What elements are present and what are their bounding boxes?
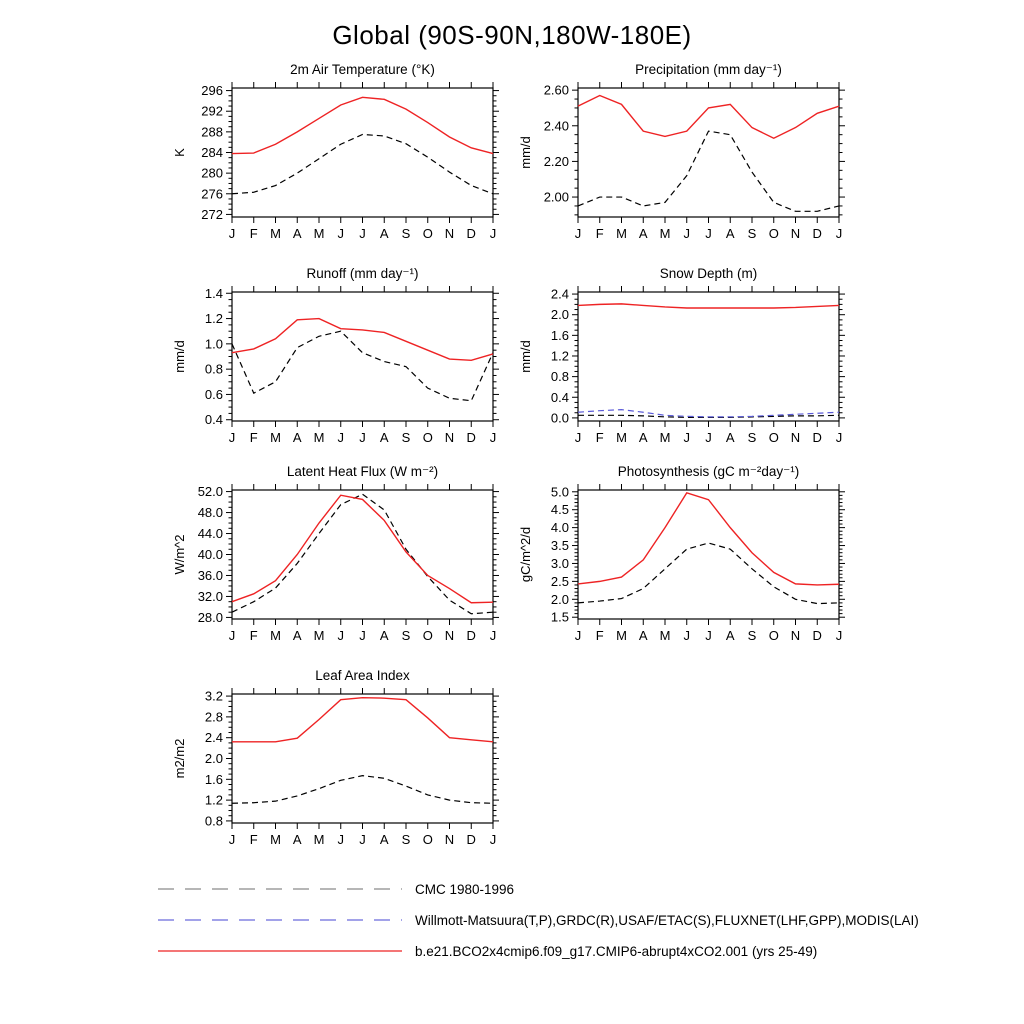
chart-title-latent-heat-flux: Latent Heat Flux (W m⁻²) xyxy=(286,464,439,479)
legend-entry-model xyxy=(157,943,817,959)
plot-frame xyxy=(232,88,493,217)
legend-entry-cmc xyxy=(157,881,514,897)
x-tick-label: J xyxy=(574,628,582,643)
x-tick-label: D xyxy=(812,430,822,445)
y-tick-label: 280 xyxy=(201,165,223,181)
chart-title-precipitation: Precipitation (mm day⁻¹) xyxy=(635,62,782,77)
x-tick-label: A xyxy=(292,628,302,643)
y-tick-label: 0.6 xyxy=(204,386,223,402)
x-tick-label: N xyxy=(790,226,801,241)
x-tick-label: M xyxy=(270,832,281,847)
chart-latent-heat-flux xyxy=(160,460,500,654)
y-tick-label: 2.0 xyxy=(550,591,569,607)
x-tick-label: F xyxy=(595,430,604,445)
y-tick-label: 2.60 xyxy=(543,82,569,98)
y-tick-label: 284 xyxy=(201,145,223,160)
y-tick-label: 2.4 xyxy=(204,730,223,746)
series-cmc-obs-line xyxy=(578,543,839,604)
x-tick-label: J xyxy=(705,628,712,643)
series-model-line xyxy=(578,304,839,308)
x-tick-label: M xyxy=(270,628,281,643)
y-tick-label: 3.2 xyxy=(204,688,223,704)
x-tick-label: O xyxy=(422,832,433,847)
x-tick-label: N xyxy=(790,430,801,445)
x-tick-label: A xyxy=(292,226,302,241)
y-tick-label: 36.0 xyxy=(197,567,223,583)
chart-snow-depth xyxy=(506,262,846,456)
x-tick-label: S xyxy=(747,226,757,241)
x-tick-label: J xyxy=(228,832,236,847)
legend-label-cmc: CMC 1980-1996 xyxy=(415,881,515,897)
plot-frame xyxy=(232,490,493,619)
x-tick-label: D xyxy=(812,628,822,643)
chart-photosynthesis xyxy=(506,460,846,654)
x-tick-label: A xyxy=(292,832,302,847)
y-tick-label: 2.00 xyxy=(543,189,569,205)
x-tick-label: D xyxy=(466,226,476,241)
legend-label-willmott: Willmott-Matsuura(T,P),GRDC(R),USAF/ETAC(S),FLUXNET(LHF,GPP),MODIS(LAI) xyxy=(415,912,919,928)
x-tick-label: J xyxy=(683,226,690,241)
x-tick-label: M xyxy=(313,226,325,241)
chart-leaf-area-index xyxy=(160,664,500,858)
y-tick-label: 4.5 xyxy=(550,502,569,518)
y-tick-label: 40.0 xyxy=(197,547,223,562)
y-axis-label: m2/m2 xyxy=(172,738,187,779)
legend-solid-line-red xyxy=(157,948,403,954)
y-tick-label: 32.0 xyxy=(197,588,223,604)
series-cmc-obs-line xyxy=(232,494,493,614)
x-tick-label: J xyxy=(705,226,712,241)
x-tick-label: A xyxy=(638,430,648,445)
y-tick-label: 0.8 xyxy=(204,361,223,377)
x-tick-label: S xyxy=(401,430,411,445)
y-tick-label: 1.2 xyxy=(204,792,223,808)
x-tick-label: A xyxy=(638,628,648,643)
series-model-line xyxy=(232,319,493,361)
series-model-line xyxy=(232,698,493,742)
y-tick-label: 44.0 xyxy=(197,526,223,542)
plot-area-runoff xyxy=(160,284,500,456)
x-tick-label: J xyxy=(337,628,344,643)
x-tick-label: O xyxy=(768,226,779,241)
y-tick-label: 1.5 xyxy=(550,609,569,625)
x-tick-label: A xyxy=(725,628,735,643)
plot-area-photosynthesis xyxy=(506,482,846,654)
x-tick-label: J xyxy=(489,832,497,847)
x-tick-label: F xyxy=(595,226,604,241)
x-tick-label: J xyxy=(835,628,843,643)
main-title: Global (90S-90N,180W-180E) xyxy=(332,20,692,50)
x-tick-label: J xyxy=(489,628,497,643)
x-tick-label: F xyxy=(249,430,258,445)
y-tick-label: 276 xyxy=(201,186,223,202)
y-axis-label: K xyxy=(172,148,187,157)
x-tick-label: O xyxy=(768,628,779,643)
chart-title-air-temperature: 2m Air Temperature (°K) xyxy=(290,62,435,77)
x-tick-label: N xyxy=(444,430,455,445)
y-tick-label: 272 xyxy=(201,206,223,222)
plot-area-precipitation xyxy=(506,80,846,252)
series-cmc-obs-line xyxy=(232,776,493,804)
x-tick-label: J xyxy=(228,430,236,445)
plot-area-latent-heat-flux xyxy=(160,482,500,654)
plot-area-leaf-area-index xyxy=(160,686,500,858)
x-tick-label: N xyxy=(444,832,455,847)
x-tick-label: M xyxy=(659,430,671,445)
y-tick-label: 0.8 xyxy=(550,369,569,385)
chart-title-runoff: Runoff (mm day⁻¹) xyxy=(306,266,419,281)
y-tick-label: 0.4 xyxy=(550,389,569,405)
y-tick-label: 0.8 xyxy=(204,813,223,829)
chart-title-photosynthesis: Photosynthesis (gC m⁻²day⁻¹) xyxy=(617,464,800,479)
x-tick-label: J xyxy=(835,430,843,445)
y-tick-label: 0.0 xyxy=(550,410,569,426)
x-tick-label: J xyxy=(228,628,236,643)
y-tick-label: 2.0 xyxy=(204,751,223,766)
x-tick-label: N xyxy=(444,628,455,643)
x-tick-label: D xyxy=(466,832,476,847)
x-tick-label: D xyxy=(466,430,476,445)
x-tick-label: A xyxy=(725,226,735,241)
x-tick-label: A xyxy=(379,226,389,241)
chart-title-leaf-area-index: Leaf Area Index xyxy=(315,668,410,683)
x-tick-label: M xyxy=(616,226,627,241)
y-tick-label: 4.0 xyxy=(550,520,569,536)
x-tick-label: M xyxy=(313,628,325,643)
x-tick-label: O xyxy=(768,430,779,445)
y-tick-label: 1.0 xyxy=(204,336,223,352)
plot-frame xyxy=(578,490,839,619)
x-tick-label: J xyxy=(359,226,366,241)
legend-dashed-line-black xyxy=(157,886,403,892)
x-tick-label: O xyxy=(422,226,433,241)
plot-area-air-temperature xyxy=(160,80,500,252)
x-tick-label: J xyxy=(683,628,690,643)
x-tick-label: M xyxy=(659,226,671,241)
y-tick-label: 1.6 xyxy=(204,771,223,787)
x-tick-label: M xyxy=(659,628,671,643)
x-tick-label: M xyxy=(313,832,325,847)
x-tick-label: J xyxy=(705,430,712,445)
x-tick-label: A xyxy=(379,832,389,847)
x-tick-label: A xyxy=(638,226,648,241)
y-tick-label: 2.40 xyxy=(543,118,569,134)
chart-runoff xyxy=(160,262,500,456)
x-tick-label: A xyxy=(725,430,735,445)
legend-entry-willmott xyxy=(157,912,919,928)
y-tick-label: 292 xyxy=(201,103,223,119)
x-tick-label: J xyxy=(228,226,236,241)
plot-area-snow-depth xyxy=(506,284,846,456)
x-tick-label: J xyxy=(683,430,690,445)
x-tick-label: F xyxy=(595,628,604,643)
x-tick-label: J xyxy=(835,226,843,241)
y-tick-label: 1.2 xyxy=(204,311,223,327)
chart-2m-air-temperature xyxy=(160,58,500,252)
x-tick-label: D xyxy=(812,226,822,241)
y-axis-label: W/m^2 xyxy=(172,534,187,575)
series-cmc-obs-line xyxy=(232,134,493,193)
x-tick-label: O xyxy=(422,430,433,445)
y-tick-label: 52.0 xyxy=(197,484,223,500)
x-tick-label: S xyxy=(401,832,411,847)
plot-frame xyxy=(232,694,493,823)
x-tick-label: N xyxy=(444,226,455,241)
x-tick-label: S xyxy=(401,226,411,241)
series-model-line xyxy=(232,97,493,153)
x-tick-label: S xyxy=(401,628,411,643)
x-tick-label: M xyxy=(616,628,627,643)
y-tick-label: 1.4 xyxy=(204,285,223,301)
x-tick-label: J xyxy=(489,226,497,241)
legend-dashed-line-blue xyxy=(157,917,403,923)
series-cmc-obs-line xyxy=(578,131,839,211)
x-tick-label: M xyxy=(616,430,627,445)
x-tick-label: M xyxy=(313,430,325,445)
y-tick-label: 3.0 xyxy=(550,555,569,571)
y-tick-label: 5.0 xyxy=(550,484,569,500)
x-tick-label: J xyxy=(489,430,497,445)
x-tick-label: S xyxy=(747,430,757,445)
x-tick-label: A xyxy=(292,430,302,445)
x-tick-label: J xyxy=(359,832,366,847)
y-tick-label: 1.2 xyxy=(550,348,569,364)
x-tick-label: A xyxy=(379,430,389,445)
x-tick-label: O xyxy=(422,628,433,643)
y-axis-label: mm/d xyxy=(518,340,533,373)
x-tick-label: M xyxy=(270,430,281,445)
series-model-line xyxy=(232,495,493,603)
x-tick-label: J xyxy=(337,430,344,445)
legend-label-model: b.e21.BCO2x4cmip6.f09_g17.CMIP6-abrupt4xCO2.001 (yrs 25-49) xyxy=(415,943,818,959)
series-cmc-obs-line xyxy=(232,331,493,401)
y-tick-label: 1.6 xyxy=(550,327,569,343)
x-tick-label: J xyxy=(337,832,344,847)
x-tick-label: J xyxy=(574,226,582,241)
x-tick-label: M xyxy=(270,226,281,241)
x-tick-label: F xyxy=(249,226,258,241)
x-tick-label: J xyxy=(337,226,344,241)
x-tick-label: S xyxy=(747,628,757,643)
y-tick-label: 2.5 xyxy=(550,573,569,589)
y-tick-label: 2.0 xyxy=(550,307,569,323)
y-tick-label: 296 xyxy=(201,83,223,99)
y-tick-label: 288 xyxy=(201,124,223,140)
plot-frame xyxy=(232,292,493,421)
y-axis-label: mm/d xyxy=(172,340,187,373)
y-tick-label: 3.5 xyxy=(550,538,569,554)
x-tick-label: N xyxy=(790,628,801,643)
y-tick-label: 2.4 xyxy=(550,286,569,302)
chart-precipitation xyxy=(506,58,846,252)
y-tick-label: 2.8 xyxy=(204,709,223,725)
x-tick-label: A xyxy=(379,628,389,643)
x-tick-label: J xyxy=(359,430,366,445)
x-tick-label: D xyxy=(466,628,476,643)
y-axis-label: gC/m^2/d xyxy=(518,526,533,583)
y-tick-label: 28.0 xyxy=(197,609,223,625)
chart-title-snow-depth: Snow Depth (m) xyxy=(659,266,758,281)
series-model-line xyxy=(578,493,839,585)
x-tick-label: F xyxy=(249,832,258,847)
x-tick-label: F xyxy=(249,628,258,643)
y-tick-label: 0.4 xyxy=(204,412,223,428)
y-axis-label: mm/d xyxy=(518,136,533,169)
y-tick-label: 48.0 xyxy=(197,505,223,521)
x-tick-label: J xyxy=(359,628,366,643)
x-tick-label: J xyxy=(574,430,582,445)
plot-frame xyxy=(578,292,839,421)
y-tick-label: 2.20 xyxy=(543,153,569,169)
